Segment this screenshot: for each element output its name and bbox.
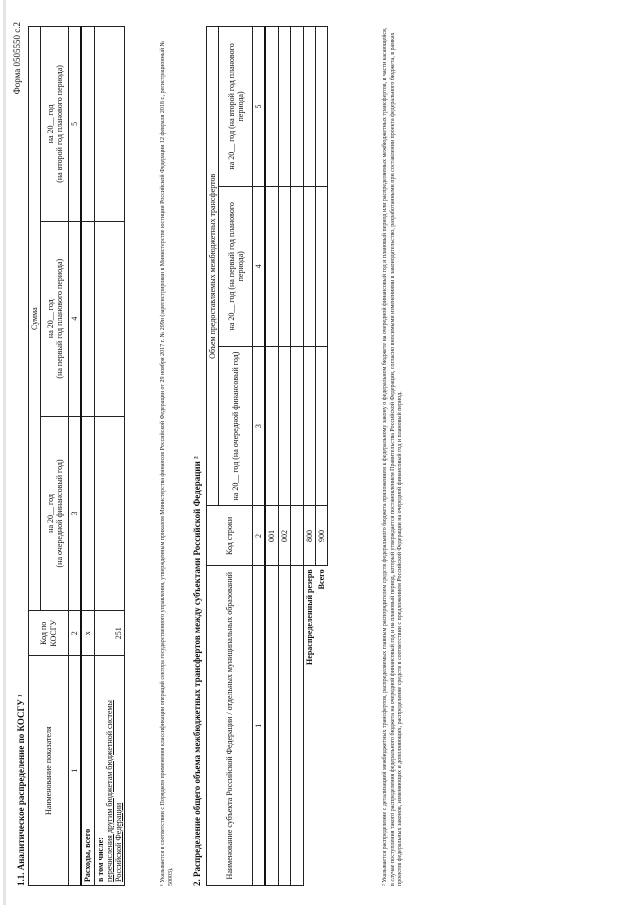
- table-row: 001: [265, 27, 278, 886]
- header-year1: на 20__ год (на очередной финансовый год): [41, 416, 69, 611]
- value-cell[interactable]: [81, 416, 94, 611]
- value-cell[interactable]: [265, 27, 278, 187]
- table-row: Расходы, всего x: [81, 27, 94, 886]
- table-row: 002: [278, 27, 290, 886]
- value-cell[interactable]: [315, 186, 327, 346]
- header-year2: на 20__ год (на первый год планового периода): [41, 221, 69, 416]
- value-cell[interactable]: [265, 186, 278, 346]
- value-cell[interactable]: [303, 346, 315, 506]
- value-cell[interactable]: [94, 416, 125, 611]
- form-code: Форма 0505550 с.2: [12, 22, 22, 95]
- table-row: [290, 27, 303, 886]
- value-cell[interactable]: [94, 27, 125, 222]
- value-cell[interactable]: [290, 186, 303, 346]
- header-name: Наименование показателя: [29, 656, 69, 886]
- section1-title: 1.1. Аналитическое распределение по КОСГУ ¹: [16, 694, 26, 886]
- reserve-row: Нераспределенный резерв 800: [303, 27, 315, 886]
- value-cell[interactable]: [290, 27, 303, 187]
- header-kosgu: Код по КОСГУ: [29, 611, 69, 656]
- footnote-2: ² Указывается распределение с детализацией межбюджетных трансфертов, распределяемых главным распорядителем средств федерального бюджета приложением к федеральному закону о федеральном бюджете на очередной финансовый год и плановый период или распределяемых межбюджетных трансфертов, в части касающейся, в случае поступления такого распределения федерального бюджета на очередной финансовый год и на плановый период, который утверждается постановлением Правительства Российской Федерации, согласно вносимыми изменениями в законодательство, разработанными при составлении проекта федерального бюджета, в рамках проектов федеральных законов, изменяющих и дополняющих, распределение средств в соответствии с предложением Российской Федерации на очередной финансовый год и плановый период.: [382, 27, 403, 886]
- column-number-row: 1 2 3 4 5: [253, 27, 266, 886]
- header-volume: Объем предоставляемых межбюджетных трансфертов: [207, 27, 219, 506]
- header-subject: Наименование субъекта Российской Федерации / отдельных муниципальных образований: [207, 566, 253, 886]
- header-sum: Сумма: [29, 27, 41, 611]
- header2-year1: на 20__ год (на очередной финансовый год): [219, 346, 253, 506]
- rotated-form: [10, 20, 630, 890]
- total-row: Всего 900: [315, 27, 327, 886]
- column-number-row: 1 2 3 4 5: [69, 27, 82, 886]
- table-row: в том числе: перечисления другим бюджетам бюджетной системы Российской Федерации 251: [94, 27, 125, 886]
- value-cell[interactable]: [278, 27, 290, 187]
- header-year3: на 20__ год (на второй год планового периода): [41, 27, 69, 222]
- header2-year2: на 20__ год (на первый год планового периода): [219, 186, 253, 346]
- section2-title: 2. Распределение общего объема межбюджетных трансфертов между субъектами Российской Федерации ²: [192, 456, 202, 886]
- value-cell[interactable]: [265, 346, 278, 506]
- value-cell[interactable]: [315, 27, 327, 187]
- value-cell[interactable]: [303, 186, 315, 346]
- value-cell[interactable]: [278, 186, 290, 346]
- subject-cell[interactable]: [278, 566, 290, 886]
- transfers-table: [206, 26, 328, 886]
- subject-cell[interactable]: [290, 566, 303, 886]
- header-row-code: Код строки: [207, 506, 253, 566]
- value-cell[interactable]: [81, 27, 94, 222]
- subject-cell[interactable]: [265, 566, 278, 886]
- header2-year3: на 20__ год (на второй год планового периода): [219, 27, 253, 187]
- value-cell[interactable]: [315, 346, 327, 506]
- value-cell[interactable]: [94, 221, 125, 416]
- value-cell[interactable]: [81, 221, 94, 416]
- kosgu-table: [28, 26, 125, 886]
- value-cell[interactable]: [303, 27, 315, 187]
- value-cell[interactable]: [290, 346, 303, 506]
- value-cell[interactable]: [278, 346, 290, 506]
- footnote-1: ¹ Указывается в соответствии с Порядком применения классификации операций сектора государственного управления, утвержденным приказом Министерства финансов Российской Федерации от 29 ноября 2017 г. № 209н (зарегистрирован в Министерстве юстиции Российской Федерации 12 февраля 2018 г., регистрационный № 50003).: [160, 40, 174, 886]
